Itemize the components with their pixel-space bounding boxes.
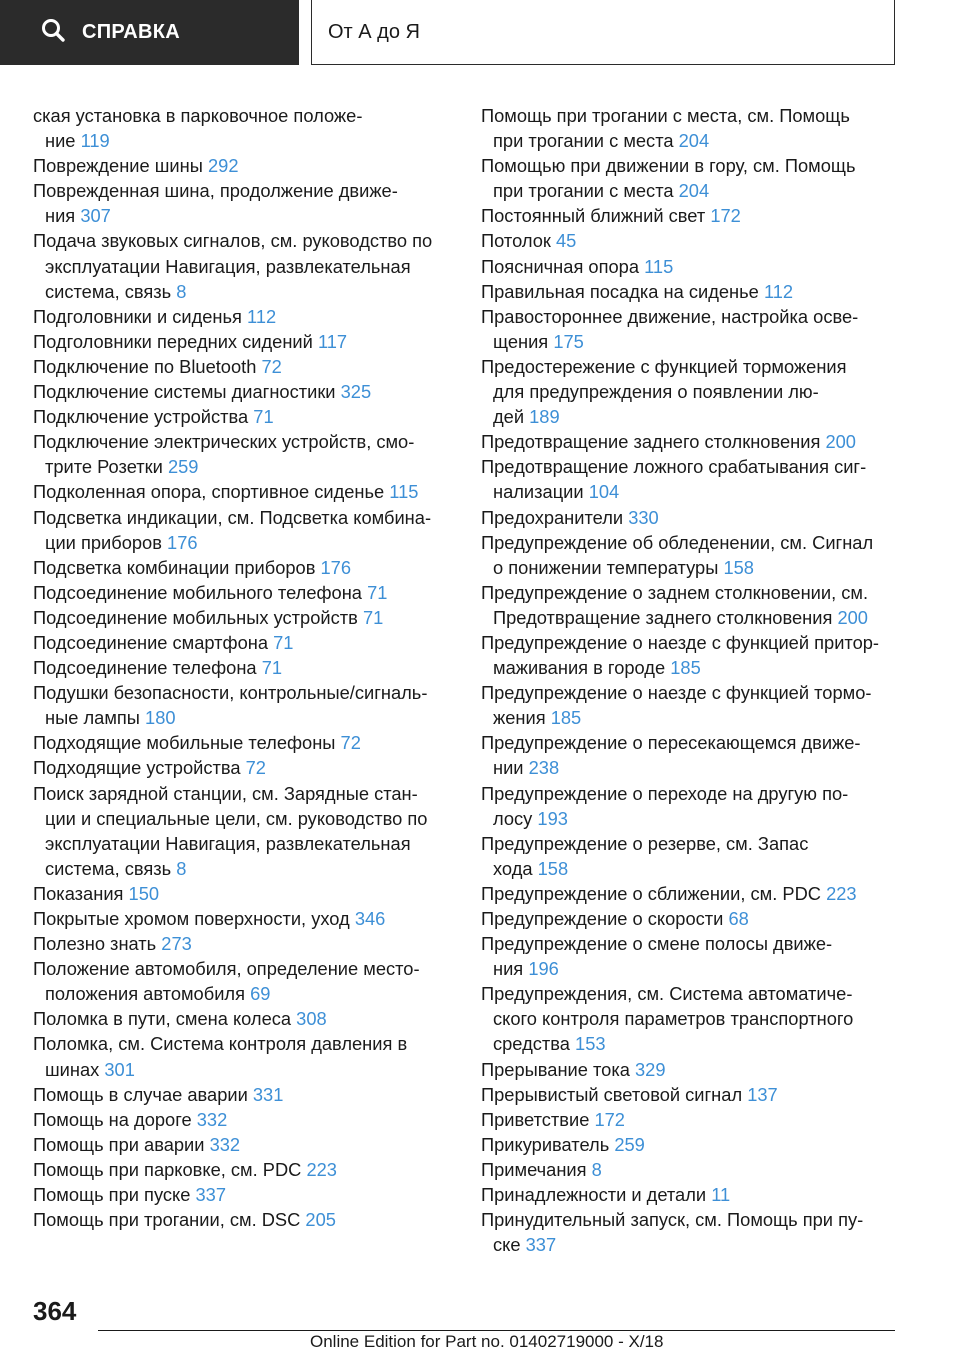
index-entry-text: Полезно знать [33, 933, 157, 955]
index-entry [481, 454, 921, 504]
page-reference-link[interactable]: 273 [161, 933, 192, 955]
index-entry [33, 956, 458, 1006]
page-reference-link[interactable]: 112 [763, 280, 794, 302]
index-entry-text: Подключение устройства [33, 406, 249, 428]
page-reference-link[interactable]: 205 [305, 1209, 336, 1231]
index-entry-text: положения автомобиля [45, 983, 245, 1005]
index-entry [481, 1107, 921, 1132]
index-entry-text: Повреждение шины [33, 155, 203, 177]
page-reference-link[interactable]: 8 [176, 280, 187, 302]
index-entry-text: Поломка, см. Система контроля давления в [33, 1033, 408, 1055]
index-entry-text: жения [493, 707, 546, 729]
page-reference-link[interactable]: 8 [591, 1158, 602, 1180]
index-entry [33, 1132, 458, 1157]
index-entry-text: Правостороннее движение, настройка осве- [481, 305, 859, 327]
index-entry-text: щения [493, 330, 549, 352]
page-reference-link[interactable]: 200 [825, 431, 856, 453]
a-to-z-tab-label: От А до Я [328, 20, 420, 43]
index-entry-text: ние [45, 130, 76, 152]
page-reference-link[interactable]: 204 [678, 130, 710, 152]
page-reference-link[interactable]: 259 [167, 456, 199, 478]
index-entry [481, 429, 921, 454]
page-reference-link[interactable]: 11 [711, 1184, 731, 1206]
index-entry-text: нии [493, 757, 524, 779]
index-entry-text: Помощь при аварии [33, 1133, 205, 1155]
a-to-z-tab[interactable] [311, 0, 895, 65]
index-entry [33, 906, 458, 931]
index-entry-text: Принудительный запуск, см. Помощь при пу- [481, 1209, 864, 1231]
index-entry-text: Подсоединение телефона [33, 657, 257, 679]
index-entry-text: Предупреждение о смене полосы движе- [481, 933, 833, 955]
page-reference-link[interactable]: 153 [575, 1033, 606, 1055]
index-entry-text: Принадлежности и детали [481, 1184, 707, 1206]
page-reference-link[interactable]: 72 [340, 732, 361, 754]
page-reference-link[interactable]: 200 [837, 606, 868, 628]
index-entry-text: Подача звуковых сигналов, см. руководство по [33, 230, 433, 252]
page-reference-link[interactable]: 259 [614, 1133, 645, 1155]
index-entry-text: ского контроля параметров транспортного [493, 1008, 854, 1030]
index-entry-text: Предупреждение об обледенении, см. Сигнал [481, 531, 874, 553]
index-entry-text: Примечания [481, 1158, 587, 1180]
index-entry-text: Показания [33, 882, 124, 904]
index-entry-text: ции приборов [45, 531, 162, 553]
page-reference-link[interactable]: 238 [528, 757, 560, 779]
page-reference-link[interactable]: 68 [728, 908, 749, 929]
page-reference-link[interactable]: 176 [167, 531, 198, 553]
index-entry-text: Подушки безопасности, контрольные/сигналь- [33, 682, 428, 704]
index-entry-text: Предупреждение о скорости [481, 908, 724, 929]
index-entry-text: шинах [45, 1058, 100, 1080]
index-entry-text: для предупреждения о появлении лю- [493, 381, 819, 403]
page-reference-link[interactable]: 175 [553, 330, 584, 352]
index-entry-text: Предотвращение ложного срабатывания сиг- [481, 456, 867, 478]
index-entry [33, 555, 458, 580]
index-entry-text: эксплуатации Навигация, развлекательная [45, 832, 411, 854]
index-entry-text: Подходящие мобильные телефоны [33, 732, 336, 754]
index-entry-text: Предупреждение о наезде с функцией притор- [481, 631, 879, 653]
index-entry-text: Предостережение с функцией торможения [481, 355, 847, 377]
page-reference-link[interactable]: 158 [537, 857, 569, 879]
page-reference-link[interactable]: 292 [207, 155, 239, 177]
page-reference-link[interactable]: 196 [528, 958, 559, 980]
index-entry-text: Правильная посадка на сиденье [481, 280, 759, 302]
index-entry [33, 379, 458, 404]
page-reference-link[interactable]: 8 [176, 857, 187, 879]
index-entry-text: Предупреждение о резерве, см. Запас [481, 832, 809, 854]
index-entry-text: Помощь при трогании с места, см. Помощь [481, 105, 850, 126]
index-entry [33, 755, 458, 780]
page-reference-link[interactable]: 223 [826, 882, 857, 904]
page-reference-link[interactable]: 115 [389, 481, 419, 503]
index-entry [33, 304, 458, 329]
footer-edition-text: Online Edition for Part no. 01402719000 - X/18 [310, 1332, 664, 1351]
index-entry-text: ции и специальные цели, см. руководство по [45, 807, 428, 829]
index-entry [33, 1031, 458, 1081]
index-entry [481, 153, 921, 203]
index-entry-text: ния [45, 205, 76, 227]
page-reference-link[interactable]: 185 [670, 657, 701, 679]
page-reference-link[interactable]: 189 [529, 406, 560, 428]
index-entry [481, 981, 921, 1056]
index-entry-text: Предупреждение о наезде с функцией тормо- [481, 682, 872, 704]
index-entry [33, 103, 458, 153]
page-reference-link[interactable]: 72 [261, 355, 282, 377]
index-entry [481, 1132, 921, 1157]
page-reference-link[interactable]: 150 [128, 882, 160, 904]
index-entry-text: система, связь [45, 280, 172, 302]
page-number: 364 [33, 1296, 77, 1326]
index-entry-text: дей [493, 406, 525, 428]
index-entry-text: Прерывистый световой сигнал [481, 1083, 743, 1105]
index-entry-text: эксплуатации Навигация, развлекательная [45, 255, 411, 277]
index-entry [33, 1006, 458, 1031]
index-entry [481, 279, 921, 304]
search-icon [40, 17, 82, 48]
help-tab[interactable] [0, 0, 299, 65]
index-entry [33, 429, 458, 479]
page-reference-link[interactable]: 223 [306, 1158, 337, 1180]
page-reference-link[interactable]: 204 [678, 180, 710, 202]
index-entry-text: Предупреждение о сближении, см. PDC [481, 882, 821, 904]
index-entry [481, 304, 921, 354]
index-entry-text: Предотвращение заднего столкновения [481, 431, 821, 453]
page-reference-link[interactable]: 45 [555, 230, 577, 252]
page-reference-link[interactable]: 337 [525, 1234, 557, 1256]
index-entry [481, 781, 921, 831]
page-reference-link[interactable]: 117 [317, 330, 348, 352]
index-entry-text: Покрытые хромом поверхности, уход [33, 908, 350, 929]
index-entry-text: Подключение электрических устройств, смо- [33, 431, 415, 453]
page-reference-link[interactable]: 185 [550, 707, 582, 729]
index-entry-text: Прерывание тока [481, 1058, 630, 1080]
page-reference-link[interactable]: 104 [588, 481, 620, 503]
index-entry [481, 730, 921, 780]
index-entry-text: Подголовники и сиденья [33, 305, 242, 327]
help-tab-label: СПРАВКА [82, 21, 181, 43]
page-reference-link[interactable]: 119 [80, 130, 110, 152]
index-entry [33, 479, 458, 504]
index-entry [481, 831, 921, 881]
index-entry-text: трите Розетки [45, 456, 163, 478]
index-entry [481, 505, 921, 530]
page-reference-link[interactable]: 301 [104, 1058, 135, 1080]
index-entry-text: Предотвращение заднего столкновения [493, 606, 833, 628]
index-entry [33, 404, 458, 429]
index-entry-text: Подсоединение мобильных устройств [33, 606, 358, 628]
page-reference-link[interactable]: 330 [628, 506, 659, 528]
page-reference-link[interactable]: 329 [635, 1058, 666, 1080]
index-entry [33, 1182, 458, 1207]
index-entry-text: Предохранители [481, 506, 624, 528]
page-reference-link[interactable]: 71 [253, 406, 274, 428]
page-reference-link[interactable]: 308 [296, 1008, 327, 1030]
index-entry-text: при трогании с места [493, 130, 674, 152]
index-entry [481, 254, 921, 279]
page-reference-link[interactable]: 71 [367, 581, 388, 603]
index-entry [33, 178, 458, 228]
index-entry [481, 103, 921, 153]
index-entry [33, 329, 458, 354]
index-entry-text: Подключение системы диагностики [33, 381, 336, 403]
page-reference-link[interactable]: 337 [195, 1184, 226, 1206]
index-entry-text: лосу [493, 807, 533, 829]
index-entry [33, 1082, 458, 1107]
index-entry [33, 505, 458, 555]
index-column-left [33, 103, 458, 1232]
index-entry-text: Предупреждение о пересекающемся движе- [481, 732, 861, 754]
page-reference-link[interactable]: 137 [747, 1083, 778, 1105]
page-reference-link[interactable]: 71 [362, 606, 384, 628]
index-entry-text: Поиск зарядной станции, см. Зарядные стан- [33, 782, 418, 804]
index-entry [481, 354, 921, 429]
page-reference-link[interactable]: 172 [594, 1108, 625, 1130]
index-entry-text: Поломка в пути, смена колеса [33, 1008, 292, 1030]
index-entry-text: нализации [493, 481, 584, 503]
index-entry-text: маживания в городе [493, 657, 666, 679]
index-entry [33, 605, 458, 630]
index-entry-text: Подходящие устройства [33, 757, 241, 779]
index-entry-text: Помощь на дороге [33, 1108, 192, 1130]
page-reference-link[interactable]: 346 [354, 908, 386, 929]
index-entry-text: Положение автомобиля, определение место- [33, 958, 420, 980]
index-entry-text: Поврежденная шина, продолжение движе- [33, 180, 398, 202]
index-entry-text: Предупреждения, см. Система автоматиче- [481, 983, 853, 1005]
index-entry [33, 781, 458, 881]
index-entry-text: Подсветка комбинации приборов [33, 556, 316, 578]
index-entry-text: Приветствие [481, 1108, 590, 1130]
page-reference-link[interactable]: 193 [537, 807, 568, 829]
index-entry-text: Помощь при трогании, см. DSC [33, 1209, 301, 1231]
index-entry [481, 1057, 921, 1082]
index-entry [33, 730, 458, 755]
index-entry [481, 881, 921, 906]
index-entry-text: Помощь при парковке, см. PDC [33, 1158, 302, 1180]
page-reference-link[interactable]: 307 [80, 205, 111, 227]
index-entry-text: ская установка в парковочное положе- [33, 105, 363, 126]
index-entry [33, 153, 458, 178]
index-entry-text: Потолок [481, 230, 551, 252]
index-entry-text: ния [493, 958, 524, 980]
page-reference-link[interactable]: 172 [710, 205, 741, 227]
page-reference-link[interactable]: 71 [261, 657, 283, 679]
page-reference-link[interactable]: 115 [644, 255, 674, 277]
index-entry [481, 530, 921, 580]
index-entry [33, 228, 458, 303]
index-entry-text: Подколенная опора, спортивное сиденье [33, 481, 385, 503]
index-entry-text: Поясничная опора [481, 255, 639, 277]
index-entry [33, 1107, 458, 1132]
index-entry [481, 906, 921, 931]
index-entry [33, 580, 458, 605]
index-entry-text: средства [493, 1033, 570, 1055]
footer-divider [98, 1330, 895, 1331]
index-entry [33, 680, 458, 730]
index-entry-text: ске [493, 1234, 521, 1256]
index-entry-text: при трогании с места [493, 180, 674, 202]
index-entry [33, 630, 458, 655]
page-reference-link[interactable]: 332 [209, 1133, 241, 1155]
page-reference-link[interactable]: 158 [723, 556, 754, 578]
index-entry-text: Подсоединение смартфона [33, 631, 269, 653]
index-entry [33, 931, 458, 956]
index-entry-text: Предупреждение о переходе на другую по- [481, 782, 849, 804]
index-entry-text: Помощь в случае аварии [33, 1083, 248, 1105]
index-entry [33, 1207, 458, 1232]
page-reference-link[interactable]: 71 [273, 631, 294, 653]
index-column-right [481, 103, 921, 1257]
page-reference-link[interactable]: 331 [252, 1083, 284, 1105]
index-entry [481, 1082, 921, 1107]
index-entry-text: Подголовники передних сидений [33, 330, 313, 352]
index-entry-text: Подсоединение мобильного телефона [33, 581, 362, 603]
page-reference-link[interactable]: 72 [245, 757, 266, 779]
index-entry [481, 931, 921, 981]
index-entry-text: хода [493, 857, 533, 879]
index-entry [33, 1157, 458, 1182]
index-entry [481, 680, 921, 730]
index-entry-text: о понижении температуры [493, 556, 719, 578]
index-entry-text: Предупреждение о заднем столкновении, см. [481, 581, 869, 603]
page-reference-link[interactable]: 176 [320, 556, 352, 578]
index-entry-text: Прикуриватель [481, 1133, 610, 1155]
index-entry-text: Помощь при пуске [33, 1184, 191, 1206]
index-entry-text: система, связь [45, 857, 172, 879]
page-reference-link[interactable]: 325 [340, 381, 372, 403]
index-entry [481, 1157, 921, 1182]
index-entry [33, 655, 458, 680]
index-entry [481, 203, 921, 228]
index-entry [33, 354, 458, 379]
page-reference-link[interactable]: 332 [196, 1108, 228, 1130]
page-reference-link[interactable]: 69 [250, 983, 271, 1005]
page-reference-link[interactable]: 112 [247, 305, 277, 327]
index-entry [481, 580, 921, 630]
index-entry-text: Подсветка индикации, см. Подсветка комбина- [33, 506, 432, 528]
index-entry-text: Подключение по Bluetooth [33, 355, 257, 377]
index-entry [481, 1207, 921, 1257]
page-reference-link[interactable]: 180 [145, 707, 176, 729]
index-entry [33, 881, 458, 906]
index-entry [481, 228, 921, 253]
index-entry-text: Постоянный ближний свет [481, 205, 706, 227]
index-entry-text: Помощью при движении в гору, см. Помощь [481, 155, 856, 177]
index-entry [481, 630, 921, 680]
index-entry [481, 1182, 921, 1207]
index-entry-text: ные лампы [45, 707, 140, 729]
